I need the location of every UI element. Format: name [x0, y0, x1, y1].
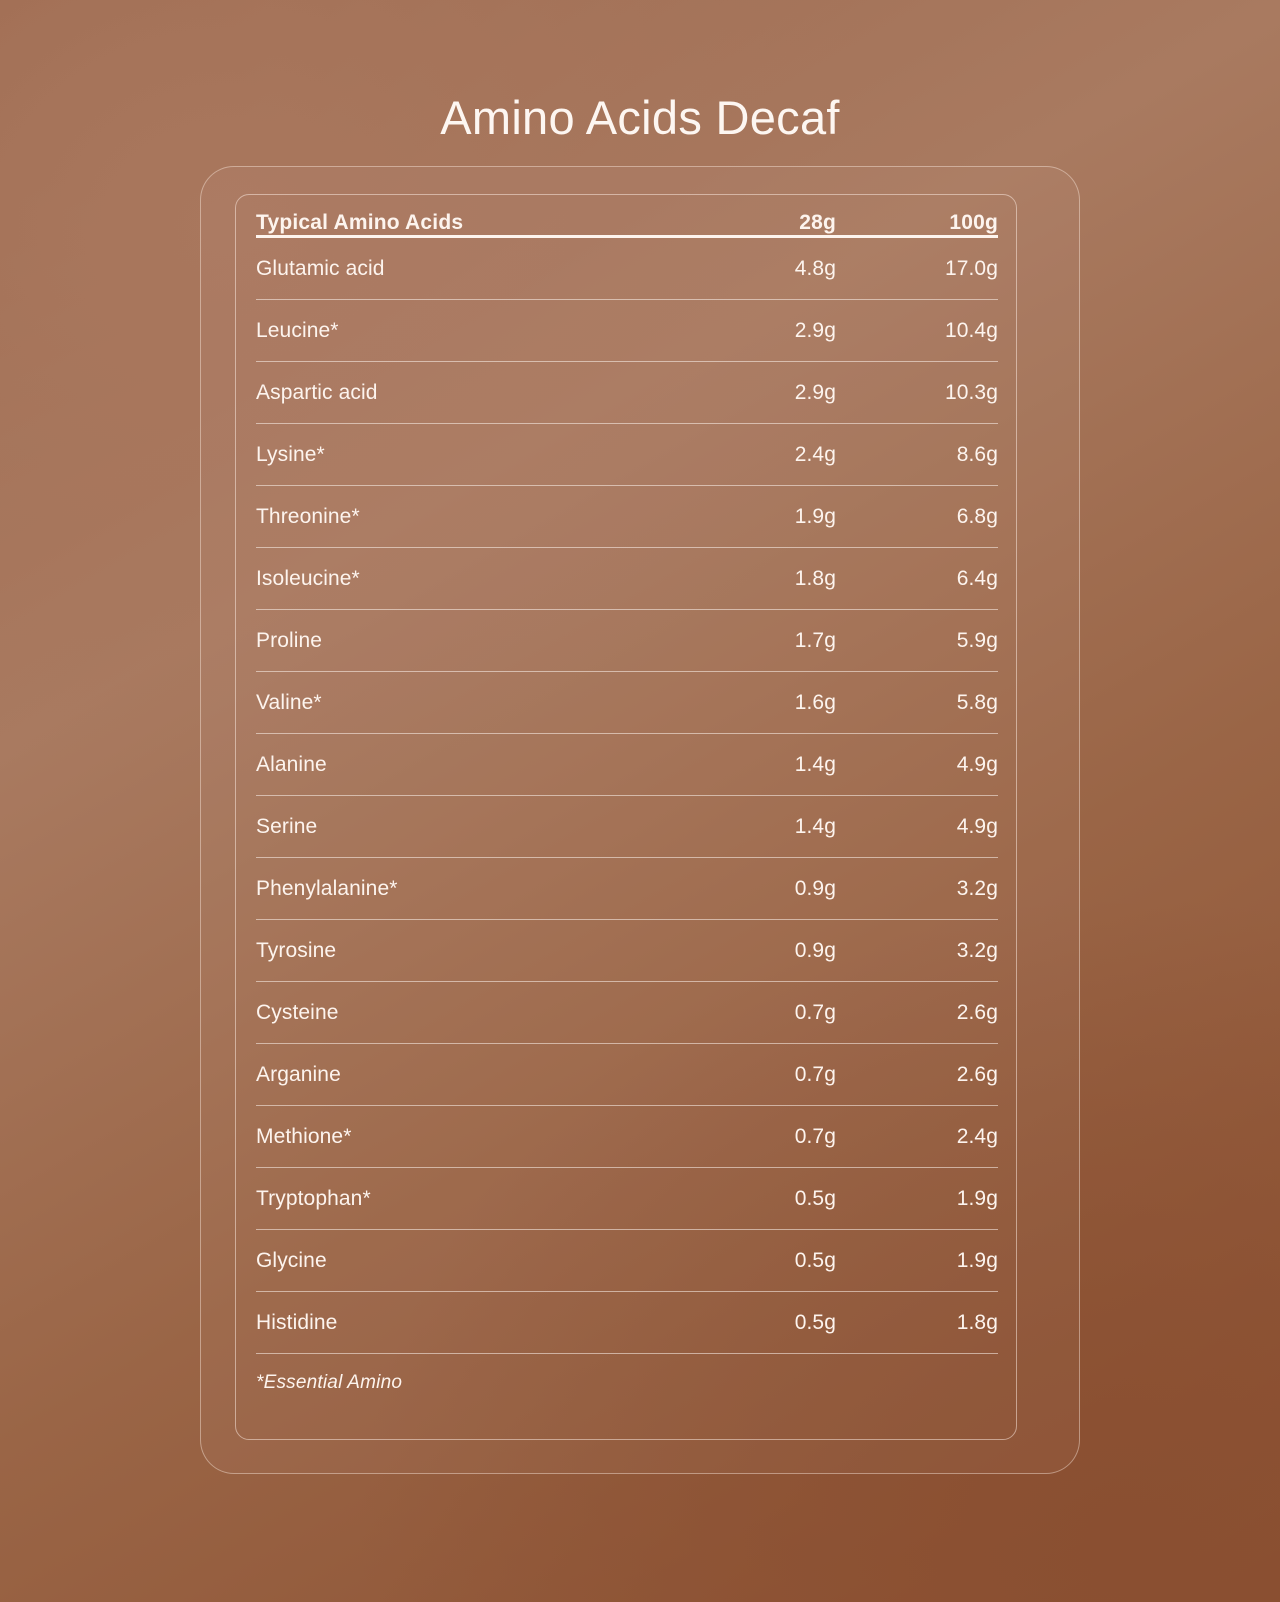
table-footnote: *Essential Amino [256, 1372, 403, 1393]
amino-per-100g-value: 1.8g [836, 1292, 998, 1354]
amino-serving-value: 0.7g [656, 1106, 836, 1168]
amino-per-100g-value: 10.3g [836, 362, 998, 424]
amino-acids-table [256, 211, 998, 1354]
table-row [256, 362, 998, 424]
table-row [256, 1168, 998, 1230]
table-row [256, 1044, 998, 1106]
amino-serving-value: 0.9g [656, 858, 836, 920]
amino-serving-value: 0.5g [656, 1168, 836, 1230]
amino-per-100g-value: 2.6g [836, 1044, 998, 1106]
amino-per-100g-value: 5.9g [836, 610, 998, 672]
amino-serving-value: 0.5g [656, 1292, 836, 1354]
table-row [256, 920, 998, 982]
amino-serving-value: 2.4g [656, 424, 836, 486]
table-row [256, 858, 998, 920]
amino-name: Alanine [256, 734, 656, 796]
amino-name: Aspartic acid [256, 362, 656, 424]
amino-per-100g-value: 4.9g [836, 734, 998, 796]
amino-name: Valine* [256, 672, 656, 734]
amino-name: Histidine [256, 1292, 656, 1354]
amino-per-100g-value: 2.4g [836, 1106, 998, 1168]
amino-serving-value: 1.7g [656, 610, 836, 672]
amino-per-100g-value: 3.2g [836, 858, 998, 920]
table-row [256, 424, 998, 486]
table-row [256, 300, 998, 362]
amino-name: Proline [256, 610, 656, 672]
amino-serving-value: 1.4g [656, 734, 836, 796]
amino-per-100g-value: 1.9g [836, 1168, 998, 1230]
amino-serving-value: 4.8g [656, 237, 836, 300]
table-row [256, 548, 998, 610]
amino-per-100g-value: 5.8g [836, 672, 998, 734]
column-header-per-100g: 100g [836, 211, 998, 237]
amino-serving-value: 0.7g [656, 982, 836, 1044]
amino-acids-panel [235, 194, 1017, 1440]
amino-serving-value: 0.7g [656, 1044, 836, 1106]
amino-name: Cysteine [256, 982, 656, 1044]
amino-serving-value: 1.6g [656, 672, 836, 734]
amino-name: Glutamic acid [256, 237, 656, 300]
table-row [256, 610, 998, 672]
amino-name: Glycine [256, 1230, 656, 1292]
amino-serving-value: 2.9g [656, 300, 836, 362]
amino-name: Serine [256, 796, 656, 858]
column-header-name: Typical Amino Acids [256, 211, 656, 237]
table-row [256, 734, 998, 796]
table-row [256, 982, 998, 1044]
amino-per-100g-value: 6.4g [836, 548, 998, 610]
amino-name: Tyrosine [256, 920, 656, 982]
amino-per-100g-value: 8.6g [836, 424, 998, 486]
page-title: Amino Acids Decaf [440, 91, 840, 144]
table-body [256, 237, 998, 1354]
amino-per-100g-value: 1.9g [836, 1230, 998, 1292]
amino-name: Lysine* [256, 424, 656, 486]
table-header-row [256, 211, 998, 237]
amino-serving-value: 0.5g [656, 1230, 836, 1292]
column-header-serving: 28g [656, 211, 836, 237]
amino-name: Leucine* [256, 300, 656, 362]
amino-name: Threonine* [256, 486, 656, 548]
amino-name: Methione* [256, 1106, 656, 1168]
table-header [256, 211, 998, 237]
amino-serving-value: 1.4g [656, 796, 836, 858]
amino-serving-value: 1.9g [656, 486, 836, 548]
amino-name: Tryptophan* [256, 1168, 656, 1230]
amino-name: Isoleucine* [256, 548, 656, 610]
table-row [256, 237, 998, 300]
amino-per-100g-value: 10.4g [836, 300, 998, 362]
amino-serving-value: 1.8g [656, 548, 836, 610]
amino-name: Phenylalanine* [256, 858, 656, 920]
amino-per-100g-value: 2.6g [836, 982, 998, 1044]
amino-per-100g-value: 3.2g [836, 920, 998, 982]
table-row [256, 1106, 998, 1168]
amino-per-100g-value: 4.9g [836, 796, 998, 858]
amino-per-100g-value: 6.8g [836, 486, 998, 548]
amino-serving-value: 2.9g [656, 362, 836, 424]
amino-per-100g-value: 17.0g [836, 237, 998, 300]
amino-serving-value: 0.9g [656, 920, 836, 982]
table-row [256, 1230, 998, 1292]
amino-name: Arganine [256, 1044, 656, 1106]
table-row [256, 486, 998, 548]
table-row [256, 1292, 998, 1354]
table-row [256, 672, 998, 734]
table-row [256, 796, 998, 858]
